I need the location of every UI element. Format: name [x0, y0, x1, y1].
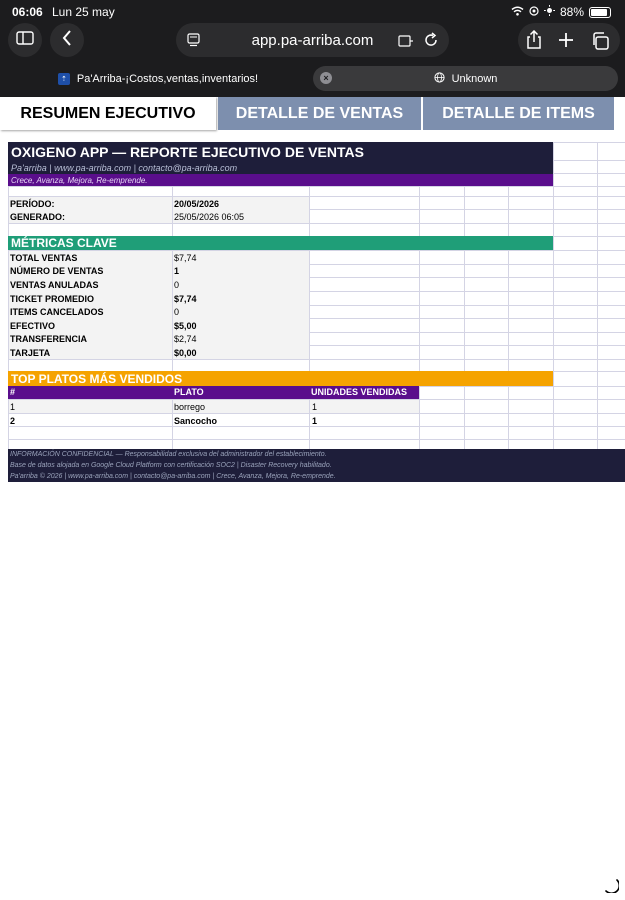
site-favicon-icon: ⇡	[58, 73, 70, 85]
tab-overview-icon[interactable]	[591, 32, 609, 55]
metric-value: $5,00	[174, 321, 197, 331]
footer-confidential: INFORMACIÓN CONFIDENCIAL — Responsabilidad exclusiva del administrador del establecimiento.	[8, 449, 625, 460]
metric-label: VENTAS ANULADAS	[10, 280, 99, 290]
metric-label: TOTAL VENTAS	[10, 253, 78, 263]
table-cell-dish: Sancocho	[174, 416, 218, 426]
metric-value: 1	[174, 266, 180, 276]
sheet-tabs	[0, 97, 625, 133]
toolbar-actions	[518, 23, 620, 57]
new-tab-icon[interactable]	[558, 32, 574, 53]
share-icon[interactable]	[525, 30, 543, 55]
table-header-units: UNIDADES VENDIDAS	[309, 386, 419, 399]
spreadsheet-grid[interactable]	[0, 134, 625, 484]
footer-copyright: Pa'arriba © 2026 | www.pa-arriba.com | contacto@pa-arriba.com | Crece, Avanza, Mejora, Re-emprende.	[8, 471, 625, 482]
metric-label: NÚMERO DE VENTAS	[10, 266, 104, 276]
battery-icon	[589, 7, 611, 18]
period-value: 20/05/2026	[174, 199, 220, 209]
battery-percent: 88%	[559, 5, 584, 19]
metric-value: 0	[174, 280, 180, 290]
browser-tab-active[interactable]	[8, 66, 308, 91]
status-date: Lun 25 may	[52, 5, 115, 19]
globe-icon	[434, 72, 445, 86]
period-label: PERÍODO:	[10, 199, 55, 209]
table-header-rank: #	[8, 386, 172, 399]
browser-tab-unknown[interactable]	[313, 66, 618, 91]
tab-detalle-de-items[interactable]: DETALLE DE ITEMS	[423, 97, 614, 130]
extensions-icon[interactable]	[398, 34, 414, 52]
generated-value: 25/05/2026 06:05	[174, 212, 245, 222]
table-cell-dish: borrego	[174, 402, 206, 412]
metric-label: TRANSFERENCIA	[10, 334, 88, 344]
table-header-dish: PLATO	[172, 386, 309, 399]
close-tab-icon[interactable]: ×	[320, 72, 332, 84]
wifi-icon	[511, 6, 524, 19]
brightness-icon	[544, 5, 555, 19]
battery-fill	[591, 9, 607, 16]
address-bar[interactable]	[176, 23, 449, 57]
status-right	[511, 5, 611, 19]
report-title: OXIGENO APP — REPORTE EJECUTIVO DE VENTAS	[8, 142, 553, 161]
status-bar	[0, 0, 625, 24]
focus-icon	[529, 6, 539, 19]
tab-detalle-de-ventas[interactable]: DETALLE DE VENTAS	[218, 97, 421, 130]
report-contact: Pa'arriba | www.pa-arriba.com | contacto@pa-arriba.com	[8, 161, 553, 174]
browser-tab-title: Pa'Arriba-¡Costos,ventas,inventarios!	[76, 72, 259, 85]
table-cell-units: 1	[312, 402, 318, 412]
report-slogan: Crece, Avanza, Mejora, Re-emprende.	[8, 174, 553, 186]
back-chevron-icon	[62, 30, 72, 51]
metric-value: $0,00	[174, 348, 197, 358]
sidebar-button[interactable]	[8, 23, 42, 57]
table-cell-units: 1	[312, 416, 318, 426]
back-button[interactable]	[50, 23, 84, 57]
metric-label: ITEMS CANCELADOS	[10, 307, 104, 317]
metric-value: $7,74	[174, 294, 197, 304]
metric-value: $2,74	[174, 334, 197, 344]
top-dishes-title: TOP PLATOS MÁS VENDIDOS	[8, 371, 553, 386]
address-url: app.pa-arriba.com	[251, 32, 374, 49]
loading-spinner-icon	[603, 877, 619, 893]
footer-database: Base de datos alojada en Google Cloud Platform con certificación SOC2 | Disaster Recovery habilitado.	[8, 460, 625, 471]
metric-label: TARJETA	[10, 348, 51, 358]
metric-value: 0	[174, 307, 180, 317]
table-cell-rank: 2	[10, 416, 16, 426]
sidebar-icon	[16, 31, 34, 50]
table-cell-rank: 1	[10, 402, 16, 412]
metric-label: TICKET PROMEDIO	[10, 294, 95, 304]
browser-chrome	[0, 0, 625, 97]
metric-value: $7,74	[174, 253, 197, 263]
tab-resumen-ejecutivo[interactable]: RESUMEN EJECUTIVO	[0, 97, 216, 130]
metrics-title: MÉTRICAS CLAVE	[8, 236, 553, 250]
browser-tab-title: Unknown	[451, 72, 498, 85]
generated-label: GENERADO:	[10, 212, 66, 222]
metric-label: EFECTIVO	[10, 321, 56, 331]
status-time: 06:06	[12, 5, 43, 19]
reload-icon[interactable]	[424, 32, 438, 52]
